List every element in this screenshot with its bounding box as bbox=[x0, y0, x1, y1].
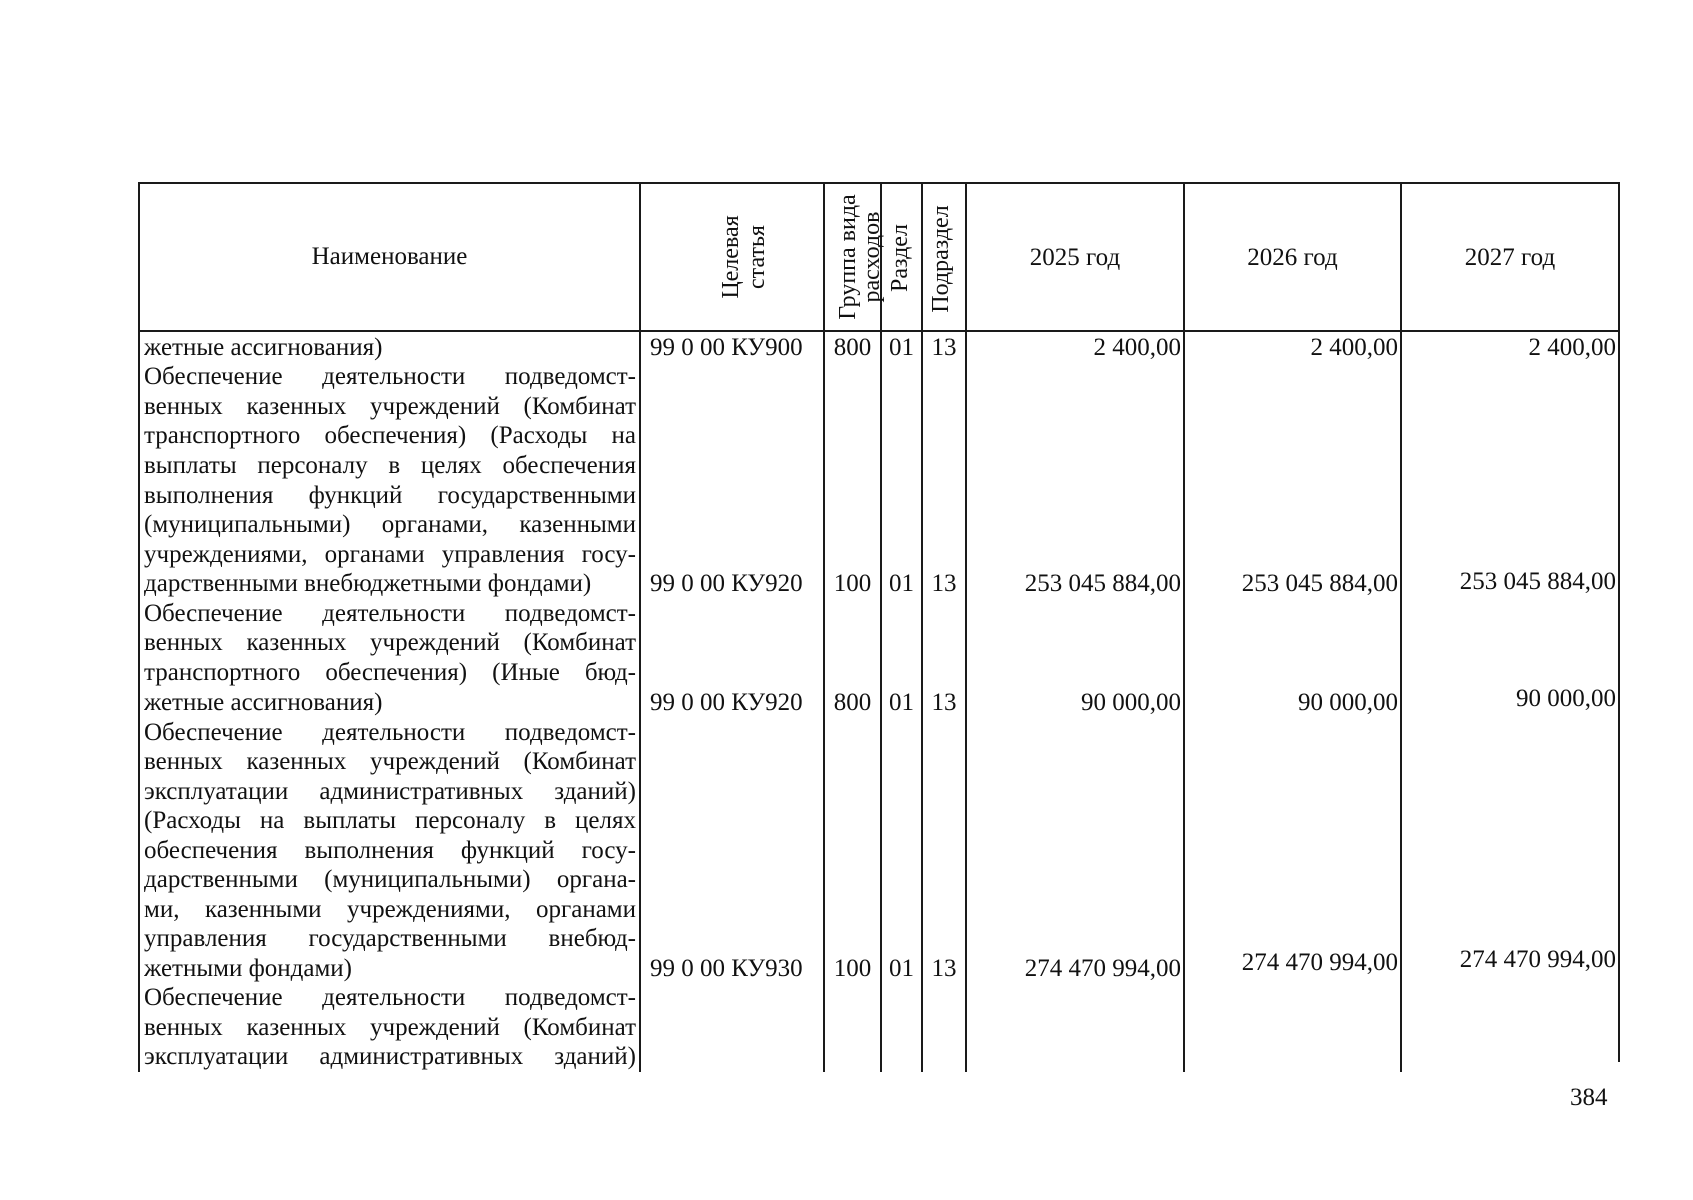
row-expense-group: 100 bbox=[833, 570, 872, 597]
row-target-article: 99 0 00 КУ900 bbox=[650, 334, 803, 361]
col-divider-name bbox=[639, 182, 641, 1072]
row-name-line: венных казенных учреждений (Комбинат bbox=[144, 1014, 636, 1041]
col-divider-code bbox=[823, 182, 825, 1072]
row-value-2026: 90 000,00 bbox=[1298, 689, 1398, 716]
row-name-line: дарственными внебюджетными фондами) bbox=[144, 570, 592, 597]
row-name-line: транспортного обеспечения) (Иные бюд- bbox=[144, 659, 636, 686]
row-name-line: эксплуатации административных зданий) bbox=[144, 1043, 636, 1070]
header-name: Наименование bbox=[311, 243, 468, 270]
page-number: 384 bbox=[1570, 1084, 1608, 1111]
row-name-line: выплаты персоналу в целях обеспечения bbox=[144, 452, 636, 479]
row-name-line: (муниципальными) органами, казенными bbox=[144, 511, 636, 538]
table-right-border bbox=[1618, 182, 1620, 1062]
row-name-line: венных казенных учреждений (Комбинат bbox=[144, 748, 636, 775]
row-expense-group: 100 bbox=[833, 955, 872, 982]
row-name-line: транспортного обеспечения) (Расходы на bbox=[144, 422, 636, 449]
row-name-line: Обеспечение деятельности подведомст- bbox=[144, 600, 636, 627]
header-subsection: Подраздел bbox=[928, 205, 954, 313]
row-target-article: 99 0 00 КУ930 bbox=[650, 955, 803, 982]
row-subsection: 13 bbox=[931, 570, 957, 597]
row-name-line: обеспечения выполнения функций госу- bbox=[144, 837, 636, 864]
row-name-line: жетные ассигнования) bbox=[144, 334, 383, 361]
row-value-2027: 253 045 884,00 bbox=[1459, 568, 1616, 595]
table-top-border bbox=[138, 182, 1620, 184]
row-name-line: Обеспечение деятельности подведомст- bbox=[144, 363, 636, 390]
row-name-line: эксплуатации административных зданий) bbox=[144, 778, 636, 805]
col-divider-2025 bbox=[1183, 182, 1185, 1072]
row-value-2025: 90 000,00 bbox=[1081, 689, 1181, 716]
header-year-2027: 2027 год bbox=[1464, 244, 1556, 271]
row-value-2027: 274 470 994,00 bbox=[1459, 946, 1616, 973]
row-name-line: Обеспечение деятельности подведомст- bbox=[144, 984, 636, 1011]
row-section: 01 bbox=[889, 570, 914, 597]
row-target-article: 99 0 00 КУ920 bbox=[650, 570, 803, 597]
row-value-2026: 2 400,00 bbox=[1310, 334, 1398, 361]
row-name-line: (Расходы на выплаты персоналу в целях bbox=[144, 807, 636, 834]
header-bottom-border bbox=[138, 330, 1620, 332]
row-name-line: ми, казенными учреждениями, органами bbox=[144, 896, 636, 923]
row-subsection: 13 bbox=[931, 334, 957, 361]
header-year-2025: 2025 год bbox=[1029, 244, 1121, 271]
row-section: 01 bbox=[889, 334, 914, 361]
row-expense-group: 800 bbox=[833, 689, 872, 716]
row-target-article: 99 0 00 КУ920 bbox=[650, 689, 803, 716]
row-subsection: 13 bbox=[931, 955, 957, 982]
table-left-border bbox=[138, 182, 140, 1072]
row-name-line: жетные ассигнования) bbox=[144, 689, 383, 716]
row-name-line: венных казенных учреждений (Комбинат bbox=[144, 393, 636, 420]
row-expense-group: 800 bbox=[833, 334, 872, 361]
row-value-2026: 274 470 994,00 bbox=[1241, 949, 1398, 976]
row-name-line: Обеспечение деятельности подведомст- bbox=[144, 719, 636, 746]
header-target-article: Целевая статья bbox=[718, 215, 770, 299]
col-divider-subsection bbox=[965, 182, 967, 1072]
row-value-2025: 253 045 884,00 bbox=[1024, 570, 1181, 597]
row-section: 01 bbox=[889, 689, 914, 716]
row-section: 01 bbox=[889, 955, 914, 982]
row-subsection: 13 bbox=[931, 689, 957, 716]
row-value-2027: 2 400,00 bbox=[1528, 334, 1616, 361]
row-name-line: учреждениями, органами управления госу- bbox=[144, 541, 636, 568]
row-name-line: жетными фондами) bbox=[144, 955, 353, 982]
row-value-2025: 274 470 994,00 bbox=[1024, 955, 1181, 982]
row-name-line: выполнения функций государственными bbox=[144, 482, 636, 509]
row-value-2025: 2 400,00 bbox=[1093, 334, 1181, 361]
col-divider-section bbox=[921, 182, 923, 1072]
row-value-2026: 253 045 884,00 bbox=[1241, 570, 1398, 597]
header-year-2026: 2026 год bbox=[1247, 244, 1338, 271]
header-expense-group: Группа вида расходов bbox=[835, 194, 885, 320]
row-name-line: дарственными (муниципальными) органа- bbox=[144, 866, 636, 893]
row-name-line: венных казенных учреждений (Комбинат bbox=[144, 629, 636, 656]
row-name-line: управления государственными внебюд- bbox=[144, 925, 636, 952]
row-value-2027: 90 000,00 bbox=[1516, 685, 1616, 712]
col-divider-2026 bbox=[1400, 182, 1402, 1072]
header-section: Раздел bbox=[887, 224, 913, 292]
